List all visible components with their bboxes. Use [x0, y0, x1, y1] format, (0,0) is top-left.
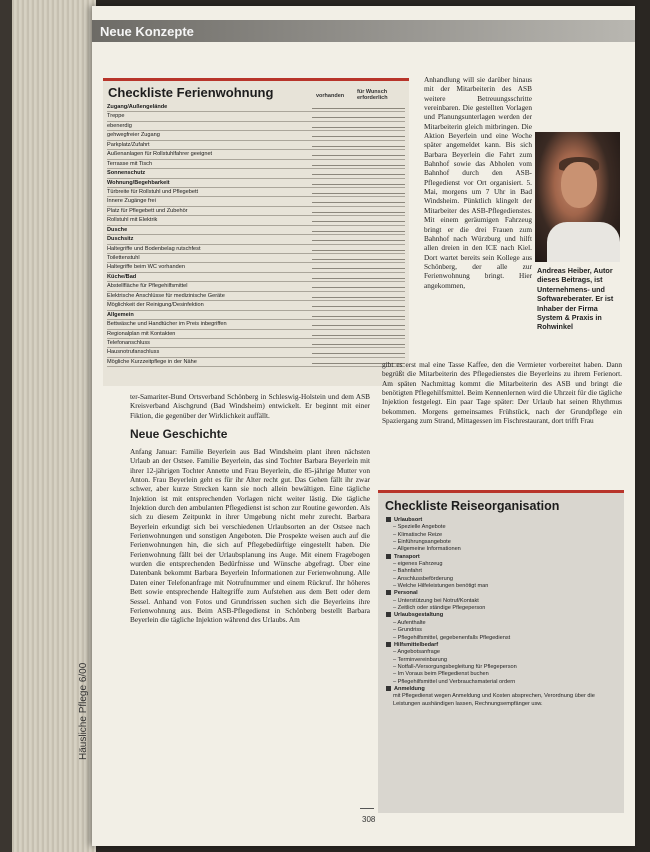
checklist2-item: – Bahnfahrt — [393, 568, 422, 575]
checklist-row — [107, 188, 405, 197]
checklist-row-label: Haltegriffe beim WC vorhanden — [107, 264, 185, 271]
photo-head — [561, 162, 597, 208]
column-header-required: für Wunsch erforderlich — [357, 89, 388, 101]
checklist-row — [107, 103, 405, 112]
checkbox-line — [312, 278, 405, 279]
checklist-row-label: Platz für Pflegebett und Zubehör — [107, 207, 188, 214]
checkbox-line — [312, 297, 405, 298]
checklist-row — [107, 160, 405, 169]
checkbox-line — [312, 240, 405, 241]
checklist-row-label: Dusche — [107, 226, 128, 233]
checklist-row-label: Rollstuhl mit Elektrik — [107, 217, 158, 224]
checkbox-line — [312, 155, 405, 156]
checklist2-item: – Welche Hilfeleistungen benötigt man — [393, 583, 489, 590]
page-number-rule — [360, 808, 374, 809]
checklist2-item: – Einführungsangebote — [393, 539, 451, 546]
checklist-row-label: Telefonanschluss — [107, 339, 150, 346]
story-text: Anfang Januar: Familie Beyerlein aus Bad Windsheim plant ihren nächsten Urlaub an der Ostsee. Familie Beyerlein, das sind Tochter Barbara Beyerlein mit ihrer 12-jährigen Tochter Annette und Frau Beyerlein, die 85-jährige Mutter von Anton. Frau Beyerlein geht es für ihr Alter recht gut. Das Gehen fällt ihr zwar schwer, aber kurze Strecken kann sie noch allein bewältigen. Eine tägliche Injektion ist mit entsprechenden Vorlagen nicht weiter lästig. Die tägliche Injektion durch den ambulanten Pflegedienst ist schon zur Routine geworden. Als sich zu diesem Zeitpunkt in ihrer Umgebung nicht mehr zurecht. Barbara Beyerlein erkundigt sich bei verschiedenen Urlaubsorten an der Ostsee nach Ferienwohnungen und sonstigen Angeboten. Die Prospekte weisen auch auf die Ferienwohnungen hin, die sich auf Pflegebedürftige eingestellt haben. Die Ferienwohnung fällt bei der Urlaubsplanung ins Auge. Mit einem Fragebogen wurden die entsprechenden Bedürfnisse und Wünsche abgefragt. Über eine Datenbank bekommt Barbara Beyerlein Informationen zur Ferienwohnung. Alle Daten einer Telefonanfrage mit Notrufnummer und einem Rückruf. Ihr höheres Bett sowie entsprechende Haltegriffe zum Aufstehen aus dem Bett oder dem Sessel. Anhand von Fotos und Grundrissen suchen sich die Beyerleins ihre Ferienwohnung aus. Beim ASB-Pflegedienst in Schönberg bestellt Barbara Beyerlein die tägliche Injektion während des Urlaubs. Am — [130, 447, 370, 625]
checkbox-line — [312, 165, 405, 166]
checkbox-line — [312, 202, 405, 203]
checklist-row-label: Wohnung/Begehbarkeit — [107, 179, 170, 186]
checklist-row-label: Elektrische Anschlüsse für medizinische Geräte — [107, 292, 225, 299]
author-caption: Andreas Heiber, Autor dieses Beitrags, ist Unternehmens- und Softwareberater. Er ist Inhaber der Firma System & Praxis in Rohwinkel — [537, 266, 614, 332]
checklist-row-label: Toilettenstuhl — [107, 255, 140, 261]
checklist-row-label: Duschsitz — [107, 236, 134, 243]
checklist2-item: – Unterstützung bei Notruf/Kontakt — [393, 597, 479, 604]
checklist2-item: – Im Voraus beim Pflegedienst buchen — [393, 671, 489, 678]
checklist-row — [107, 273, 405, 282]
checklist2-item: – eigenes Fahrzeug — [393, 561, 443, 568]
checklist-row — [107, 311, 405, 320]
checklist-row-label: Außenanlagen für Rollstuhlfahrer geeignet — [107, 151, 213, 158]
checkbox-line — [312, 353, 405, 354]
checklist2-section: Urlaubsort — [386, 517, 622, 524]
checklist-row-label: Innere Zugänge frei — [107, 198, 156, 205]
author-photo — [535, 132, 620, 262]
checklist-row — [107, 235, 405, 244]
section-title: Neue Konzepte — [100, 24, 194, 39]
checklist2-section: Anmeldung — [386, 686, 622, 693]
checklist-row-label: Küche/Bad — [107, 273, 137, 280]
checklist2-section: Personal — [386, 590, 622, 597]
checklist-row-label: Mögliche Kurzzeitpflege in der Nähe — [107, 358, 197, 365]
checklist2-item: – Aufenthalte — [393, 619, 426, 626]
checklist-row-label: Bettwäsche und Handtücher im Preis inbegriffen — [107, 321, 227, 328]
checklist-row — [107, 226, 405, 235]
checklist-row — [107, 122, 405, 131]
checklist-row-label: Treppe — [107, 113, 125, 120]
checkbox-line — [312, 108, 405, 109]
checklist2-item: – Grundriss — [393, 627, 422, 634]
checklist2-item: – Pflegehilfsmittel, gegebenenfalls Pflegedienst — [393, 634, 511, 641]
checklist-row — [107, 301, 405, 310]
checkbox-line — [312, 193, 405, 194]
checklist-row — [107, 263, 405, 272]
journal-margin-label: Häusliche Pflege 6/00 — [78, 662, 89, 760]
checklist2-item: – Zeitlich oder ständige Pflegeperson — [393, 605, 486, 612]
checklist-row — [107, 150, 405, 159]
checkbox-line — [312, 344, 405, 345]
checkbox-line — [312, 306, 405, 307]
checklist-row-label: Hausnotrufanschluss — [107, 349, 160, 356]
checkbox-line — [312, 146, 405, 147]
checkbox-line — [312, 250, 405, 251]
checklist-row — [107, 320, 405, 329]
page-number: 308 — [362, 815, 376, 824]
checkbox-line — [312, 127, 405, 128]
checklist-row-label: Möglichkeit der Reinigung/Desinfektion — [107, 302, 204, 309]
checklist-row-label: Sonnenschutz — [107, 170, 146, 177]
checklist2-item: – Anschlussbeförderung — [393, 575, 454, 582]
checkbox-line — [312, 117, 405, 118]
checklist2-item: – Spezielle Angebote — [393, 524, 446, 531]
checklist-row — [107, 339, 405, 348]
checklist2-item: – Allgemeine Informationen — [393, 546, 461, 553]
checklist-row — [107, 112, 405, 121]
checkbox-line — [312, 287, 405, 288]
checklist-row — [107, 169, 405, 178]
checklist2-item: – Klimatische Reize — [393, 531, 443, 538]
checklist-title: Checkliste Ferienwohnung — [108, 85, 274, 100]
right-column-text: Anhandlung will sie darüber hinaus mit der Mitarbeiterin des ASB weitere Betreuungsschritte vereinbaren. Die gestellten Vorlagen und Planungsunterlagen werden der Mitarbeiterin gleich mitbringen. Die Aktion Beyerlein und eine Woche später angemeldet kann. Bis sich Barbara Beyerlein die Fahrt zum Bahnhof sowie das Abholen vom Bahnhof durch den ASB-Pflegedienst vor Ort organisiert. 5. Mai, morgens um 7 Uhr in Bad Windsheim. Pünktlich klingelt der Mitarbeiter des ASB-Pflegedienstes. Mit einem geräumigen Fahrzeug bringt er die drei Frauen zum Bahnhof nach Würzburg und hilft allen dreien in den ICE nach Kiel. Dort wartet bereits sein Kollege aus Schönberg, der alle zur Ferienwohnung bringt. Hier angekommen, — [424, 75, 532, 290]
checklist2-list — [386, 517, 622, 708]
checkbox-line — [312, 212, 405, 213]
checklist-row-label: Abstellfläche für Pflegehilfsmittel — [107, 283, 188, 290]
checklist2-section: Hilfsmittelbedarf — [386, 642, 622, 649]
checklist-row — [107, 131, 405, 140]
checklist-row — [107, 179, 405, 188]
checkbox-line — [312, 335, 405, 336]
checklist-row — [107, 358, 405, 367]
right-column-continued: gibt es erst mal eine Tasse Kaffee, den die Vermieter vorbereitet haben. Dann begrüßt die Mitarbeiterin des Pflegedienstes die Beyerleins zu ihrem Ferienort. Am späten Nachmittag kommt die Mitarbeiterin des ASB und bringt die benötigten Pflegehilfsmittel. Beim Kennenlernen wird die Uhrzeit für die tägliche Injektion festgelegt. Ein paar Tage später: Der Urlaub hat seinen Rhythmus bekommen. Morgens gemeinsames Frühstück, nach der Grundpflege ein Spaziergang zum Strand, Mittagessen im Fischrestaurant, dort trifft Frau — [382, 360, 622, 426]
checklist-row — [107, 141, 405, 150]
intro-paragraph: ter-Samariter-Bund Ortsverband Schönberg in Schleswig-Holstein und dem ASB Kreisverband Aischgrund (Bad Windsheim) entwickelt. Er beginnt mit einer Fiktion, die gegenüber der Wirklichkeit auffällt. — [130, 392, 370, 420]
checkbox-line — [312, 174, 405, 175]
checkbox-line — [312, 316, 405, 317]
checklist-row-label: Regionalplan mit Kontakten — [107, 330, 176, 337]
checklist2-item: – Notfall-/Versorgungsbegleitung für Pflegeperson — [393, 663, 517, 670]
checklist-row-label: Zugang/Außengelände — [107, 104, 168, 110]
checklist-row — [107, 348, 405, 357]
checklist-reiseorganisation — [378, 490, 624, 813]
checklist2-item: – Angebotsanfrage — [393, 649, 440, 656]
checkbox-line — [312, 136, 405, 137]
checklist2-section: Transport — [386, 554, 622, 561]
section-heading: Neue Geschichte — [130, 427, 228, 441]
checklist-row — [107, 254, 405, 263]
checklist-row — [107, 216, 405, 225]
checklist-row — [107, 197, 405, 206]
checklist-row — [107, 245, 405, 254]
checklist-row-label: Terrasse mit Tisch — [107, 160, 153, 167]
checkbox-line — [312, 268, 405, 269]
checklist-row — [107, 207, 405, 216]
checklist-ferienwohnung — [103, 78, 409, 386]
checklist-row-label: Allgemein — [107, 311, 134, 318]
checklist-row — [107, 292, 405, 301]
checklist-row — [107, 282, 405, 291]
checklist-row-label: ebenerdig — [107, 122, 132, 129]
checklist2-title: Checkliste Reiseorganisation — [385, 499, 560, 513]
checkbox-line — [312, 221, 405, 222]
checklist-row — [107, 330, 405, 339]
checklist-rows — [107, 103, 405, 367]
checklist2-section: Urlaubsgestaltung — [386, 612, 622, 619]
checklist2-item: – Pflegehilfsmittel und Verbrauchsmaterial ordern — [393, 678, 516, 685]
checklist-row-label: Haltegriffe und Bodenbelag rutschfest — [107, 245, 201, 252]
book-cover-edge — [0, 0, 12, 852]
checkbox-line — [312, 231, 405, 232]
checklist-row-label: Parkplatz/Zufahrt — [107, 141, 150, 148]
checklist-row-label: gehwegfreier Zugang — [107, 132, 160, 139]
column-header-available: vorhanden — [316, 93, 345, 99]
photo-shirt — [547, 222, 620, 262]
checkbox-line — [312, 184, 405, 185]
checkbox-line — [312, 259, 405, 260]
checkbox-line — [312, 325, 405, 326]
checklist2-item: – Terminvereinbarung — [393, 656, 448, 663]
checklist-row-label: Türbreite für Rollstuhl und Pflegebett — [107, 188, 199, 195]
checklist2-item: mit Pflegedienst wegen Anmeldung und Kosten absprechen, Verordnung über die Leistungen aushändigen lassen, Rechnungsempfänger usw. — [393, 693, 595, 707]
